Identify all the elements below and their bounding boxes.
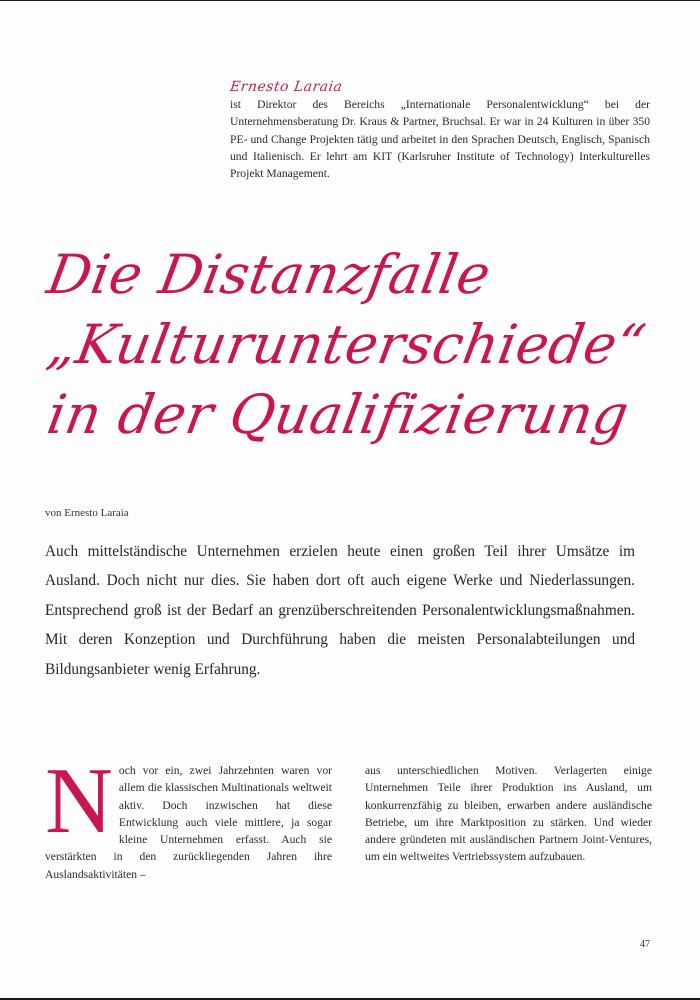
drop-cap: N <box>45 749 113 853</box>
body-column-left <box>45 749 332 883</box>
title-line-3: in der Qualifizierung <box>42 383 634 446</box>
page-number: 47 <box>640 939 650 950</box>
article-title <box>42 240 651 450</box>
page-top-edge <box>0 0 700 1</box>
author-bio: ist Direktor des Bereichs „Internationale Personalentwicklung“ bei der Unternehmensberatung Dr. Kraus & Partner, Bruchsal. Er war in 24 Kulturen in über 350 PE- und Change Projekten tätig und arbeitet in den Sprachen Deutsch, Englisch, Spanisch und Italienisch. Er lehrt am KIT (Karlsruher Institute of Technology) Interkulturelles Projekt Management. <box>230 98 650 181</box>
title-line-2: „Kulturunterschiede“ <box>42 313 651 376</box>
lead-paragraph: Auch mittelständische Unternehmen erzielen heute einen großen Teil ihrer Umsätze im Ausland. Doch nicht nur dies. Sie haben dort oft auch eigene Werke und Niederlassungen. Entsprechend groß ist der Bedarf an grenzüberschreitenden Personalentwicklungsmaßnahmen. Mit deren Konzeption und Durchführung haben die meisten Personalabteilungen und Bildungsanbieter wenig Erfahrung. <box>45 543 635 678</box>
author-info-box <box>230 78 650 182</box>
body-column-left-text: och vor ein, zwei Jahrzehnten waren vor allem die klassischen Multinationals weltweit aktiv. Doch inzwischen hat diese Entwicklung auch viele mittlere, ja sogar kleine Unternehmen erfasst. Auch sie verstärkten in den zurückliegenden Jahren ihre Auslandsaktivitäten – <box>45 764 332 881</box>
byline: von Ernesto Laraia <box>45 507 129 519</box>
title-line-1: Die Distanzfalle <box>42 243 496 306</box>
body-column-right: aus unterschiedlichen Motiven. Verlagerten einige Unternehmen Teile ihrer Produktion ins Ausland, um konkurrenzfähig zu bleiben, erwarben andere ausländische Betriebe, um ihre Marktposition zu stärken. Und wieder andere gründeten mit ausländischen Partnern Joint-Ventures, um ein weltweites Vertriebssystem aufzubauen. <box>365 764 652 864</box>
author-name: Ernesto Laraia <box>228 79 344 95</box>
